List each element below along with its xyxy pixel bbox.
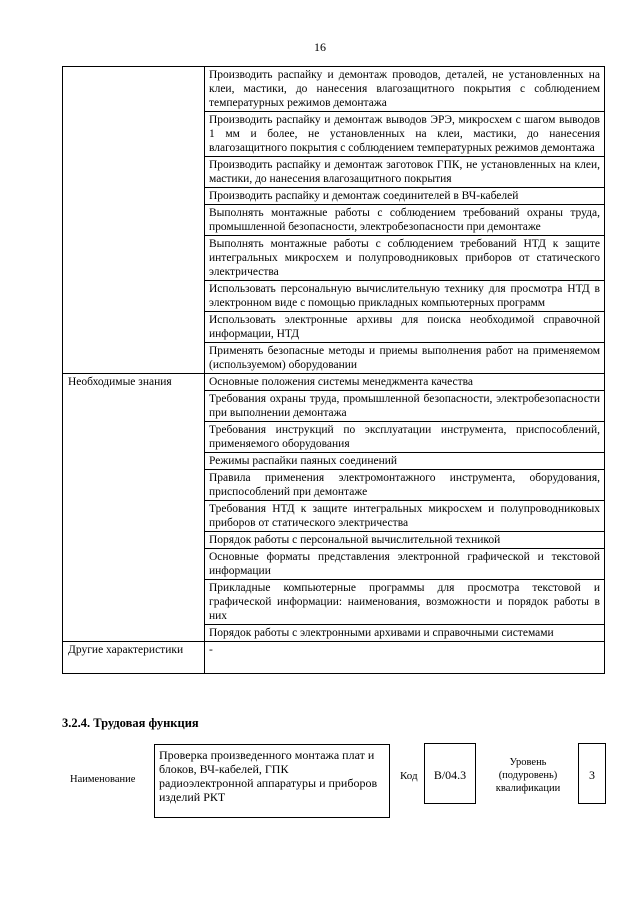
knowledge-item: Требования НТД к защите интегральных микросхем и полупроводниковых приборов от статического электричества bbox=[205, 501, 605, 532]
knowledge-item: Режимы распайки паяных соединений bbox=[205, 453, 605, 470]
knowledge-item: Основные положения системы менеджмента качества bbox=[205, 374, 605, 391]
knowledge-item: Требования инструкций по эксплуатации инструмента, приспособлений, применяемого оборудования bbox=[205, 422, 605, 453]
skill-item: Использовать электронные архивы для поиска необходимой справочной информации, НТД bbox=[205, 312, 605, 343]
skills-knowledge-table bbox=[62, 66, 605, 674]
knowledge-item: Требования охраны труда, промышленной безопасности, электробезопасности при выполнении демонтажа bbox=[205, 391, 605, 422]
skill-item: Выполнять монтажные работы с соблюдением требований НТД к защите интегральных микросхем и полупроводниковых приборов от статического электричества bbox=[205, 236, 605, 281]
knowledge-item: Порядок работы с персональной вычислительной техникой bbox=[205, 532, 605, 549]
code-value-box: В/04.3 bbox=[424, 743, 476, 804]
skill-item: Использовать персональную вычислительную технику для просмотра НТД в электронном виде с помощью прикладных компьютерных программ bbox=[205, 281, 605, 312]
table-row bbox=[63, 67, 605, 112]
table-row bbox=[63, 642, 605, 674]
skill-item: Производить распайку и демонтаж соединителей в ВЧ-кабелей bbox=[205, 188, 605, 205]
skill-item: Выполнять монтажные работы с соблюдением требований охраны труда, промышленной безопасности, электробезопасности при демонтаже bbox=[205, 205, 605, 236]
knowledge-item: Правила применения электромонтажного инструмента, оборудования, приспособлений при демонтаже bbox=[205, 470, 605, 501]
knowledge-item: Порядок работы с электронными архивами и справочными системами bbox=[205, 625, 605, 642]
skills-label-cell bbox=[63, 67, 205, 374]
name-value-box: Проверка произведенного монтажа плат и блоков, ВЧ-кабелей, ГПК радиоэлектронной аппаратуры и приборов изделий РКТ bbox=[154, 744, 390, 818]
level-label: Уровень (подуровень) квалификации bbox=[495, 757, 561, 794]
skill-item: Производить распайку и демонтаж заготовок ГПК, не установленных на клеи, мастики, до нанесения влагозащитного покрытия bbox=[205, 157, 605, 188]
level-value-box: 3 bbox=[578, 743, 606, 804]
table-row bbox=[63, 374, 605, 391]
knowledge-label: Необходимые знания bbox=[63, 374, 205, 642]
knowledge-item: Основные форматы представления электронной графической и текстовой информации bbox=[205, 549, 605, 580]
skill-item: Производить распайку и демонтаж проводов, деталей, не установленных на клеи, мастики, до нанесения влагозащитного покрытия с соблюдением температурных режимов демонтажа bbox=[205, 67, 605, 112]
skill-item: Применять безопасные методы и приемы выполнения работ на применяемом (используемом) оборудовании bbox=[205, 343, 605, 374]
code-label: Код bbox=[400, 770, 418, 782]
knowledge-item: Прикладные компьютерные программы для просмотра текстовой и графической информации: наименования, возможности и порядок работы в них bbox=[205, 580, 605, 625]
other-characteristics-value: - bbox=[205, 642, 605, 674]
other-characteristics-label: Другие характеристики bbox=[63, 642, 205, 674]
page-number: 16 bbox=[314, 40, 326, 54]
name-label: Наименование bbox=[70, 774, 136, 785]
skill-item: Производить распайку и демонтаж выводов ЭРЭ, микросхем с шагом выводов 1 мм и более, не установленных на клеи, мастики, до нанесения влагозащитного покрытия с соблюдением температурных режимов демонтажа bbox=[205, 112, 605, 157]
labor-function-header bbox=[62, 740, 607, 830]
section-heading: 3.2.4. Трудовая функция bbox=[62, 716, 199, 730]
